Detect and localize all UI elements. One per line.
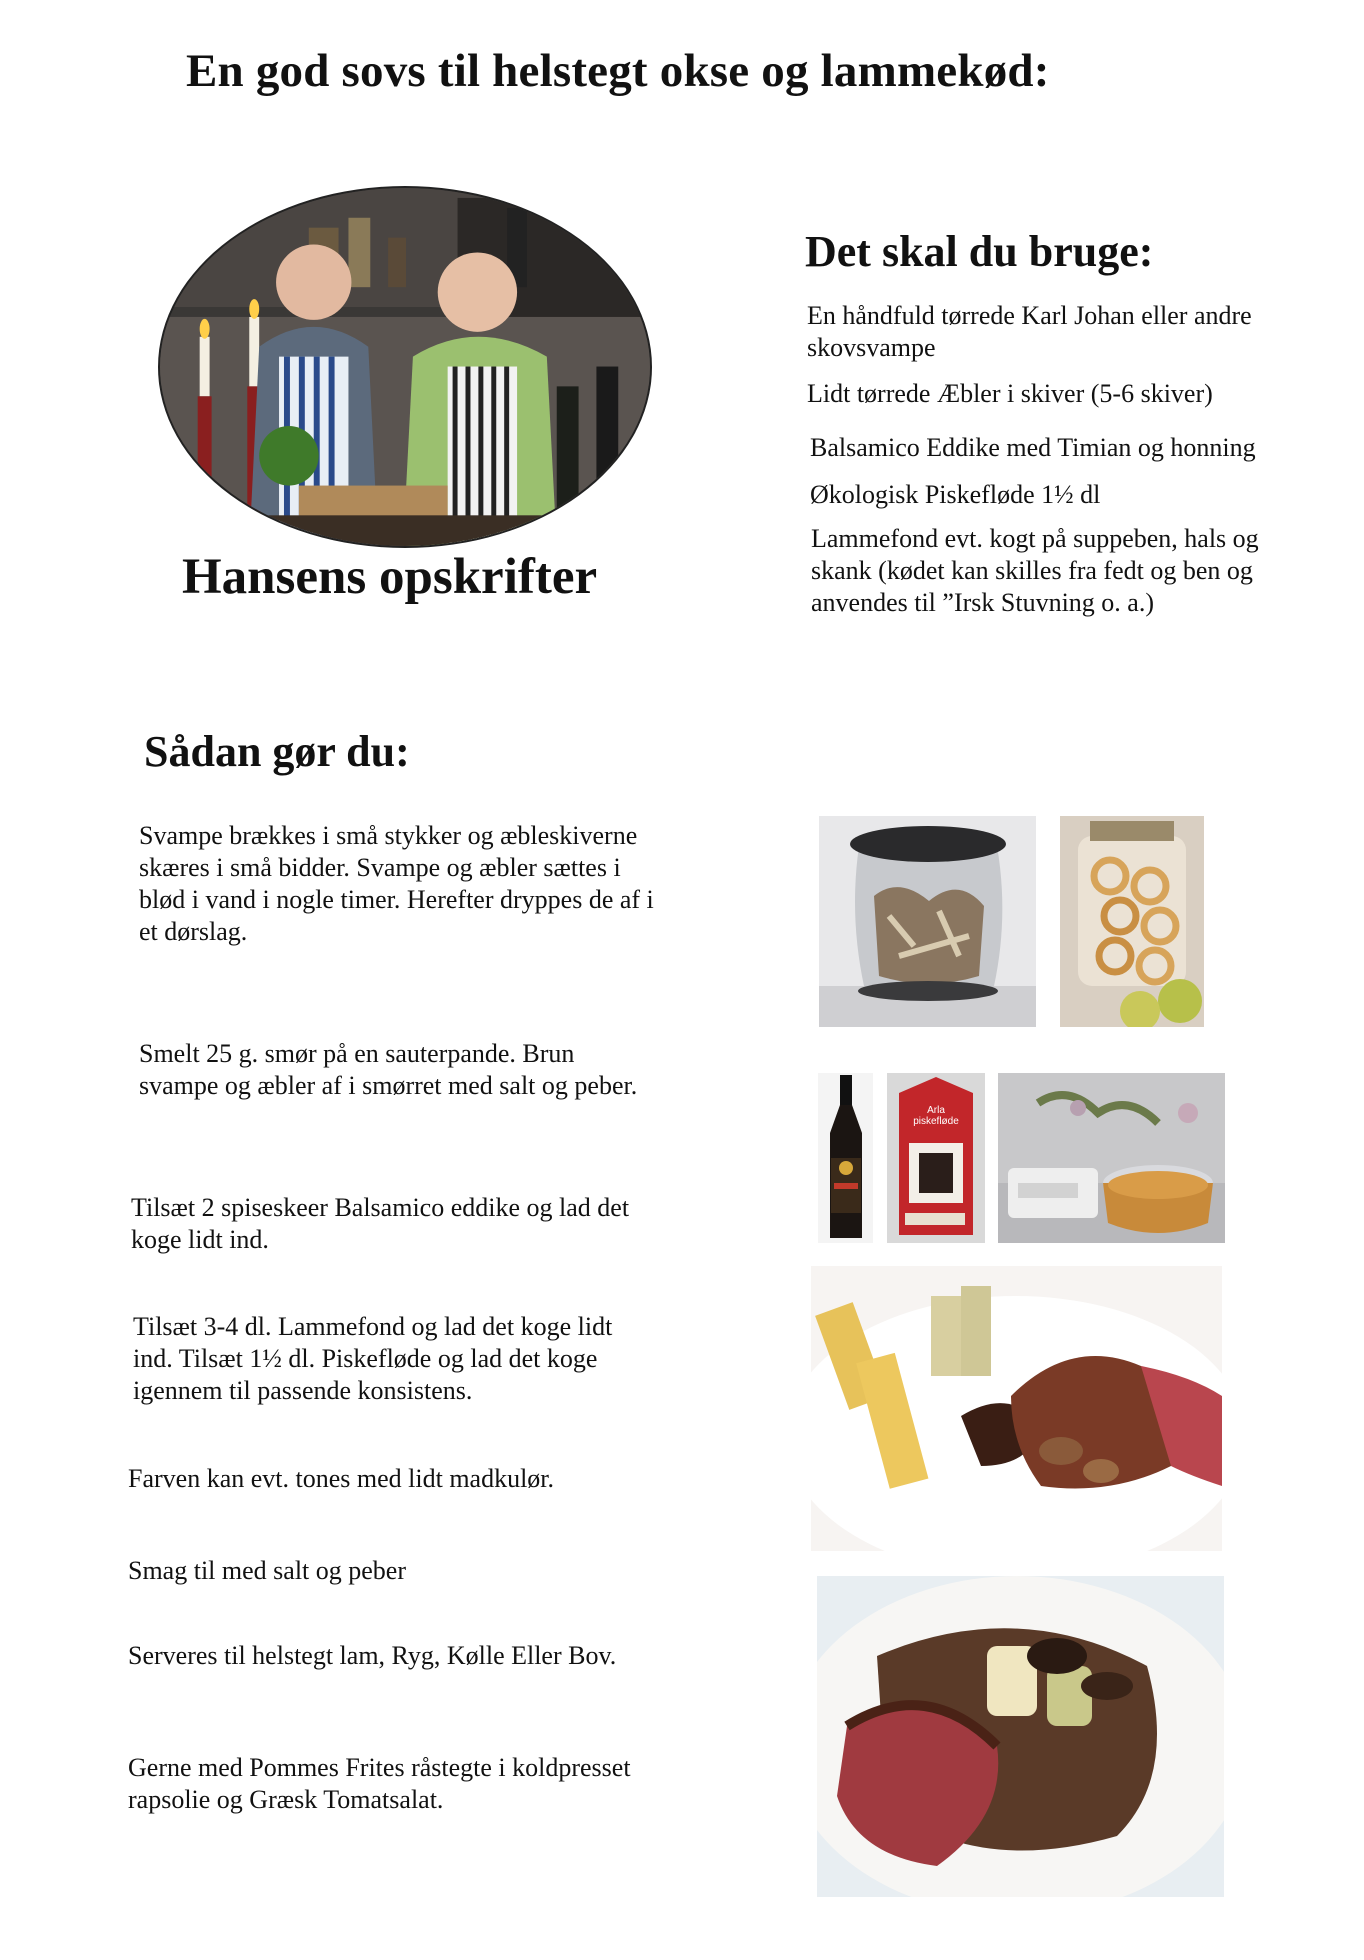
dried-mushrooms-photo xyxy=(819,816,1036,1027)
method-step: Smelt 25 g. smør på en sauterpande. Brun svampe og æbler af i smørret med salt og peber. xyxy=(139,1039,638,1100)
page-title: En god sovs til helstegt okse og lammekød: xyxy=(186,45,1050,97)
method-step: Svampe brækkes i små stykker og æbleskiverne skæres i små bidder. Svampe og æbler sættes i blød i vand i nogle timer. Herefter dryppes de af i et dørslag. xyxy=(139,821,654,946)
method-step: Gerne med Pommes Frites råstegte i koldpresset rapsolie og Græsk Tomatsalat. xyxy=(128,1753,631,1814)
ingredient-item: Lammefond evt. kogt på suppeben, hals og skank (kødet kan skilles fra fedt og ben og anvendes til ”Irsk Stuvning o. a.) xyxy=(811,524,1259,617)
balsamico-bottle-photo xyxy=(818,1073,873,1243)
ingredient-item: En håndfuld tørrede Karl Johan eller andre skovsvampe xyxy=(807,301,1252,362)
plated-lamb-photo xyxy=(817,1576,1224,1897)
method-step: Serveres til helstegt lam, Ryg, Kølle Eller Bov. xyxy=(128,1641,617,1670)
cream-carton-photo xyxy=(887,1073,985,1243)
method-step: Tilsæt 2 spiseskeer Balsamico eddike og lad det koge lidt ind. xyxy=(131,1193,630,1254)
method-heading: Sådan gør du: xyxy=(144,727,410,776)
method-step: Farven kan evt. tones med lidt madkulør. xyxy=(128,1464,555,1493)
plated-roast-photo xyxy=(811,1266,1222,1551)
method-step: Tilsæt 3-4 dl. Lammefond og lad det koge lidt ind. Tilsæt 1½ dl. Piskefløde og lad det koge igennem til passende konsistens. xyxy=(133,1312,613,1405)
ingredients-heading: Det skal du bruge: xyxy=(805,227,1154,276)
chefs-photo xyxy=(158,186,652,548)
method-step: Smag til med salt og peber xyxy=(128,1556,407,1585)
cream-brand-text: Arla xyxy=(927,1105,945,1116)
dried-apples-photo xyxy=(1060,816,1204,1027)
ingredient-item: Lidt tørrede Æbler i skiver (5-6 skiver) xyxy=(807,379,1213,408)
cream-label-text: piskefløde xyxy=(913,1116,959,1127)
ingredient-item: Balsamico Eddike med Timian og honning xyxy=(810,433,1256,462)
ingredient-item: Økologisk Piskefløde 1½ dl xyxy=(810,480,1101,509)
brand-name: Hansens opskrifter xyxy=(182,549,598,605)
lamb-stock-photo xyxy=(998,1073,1225,1243)
